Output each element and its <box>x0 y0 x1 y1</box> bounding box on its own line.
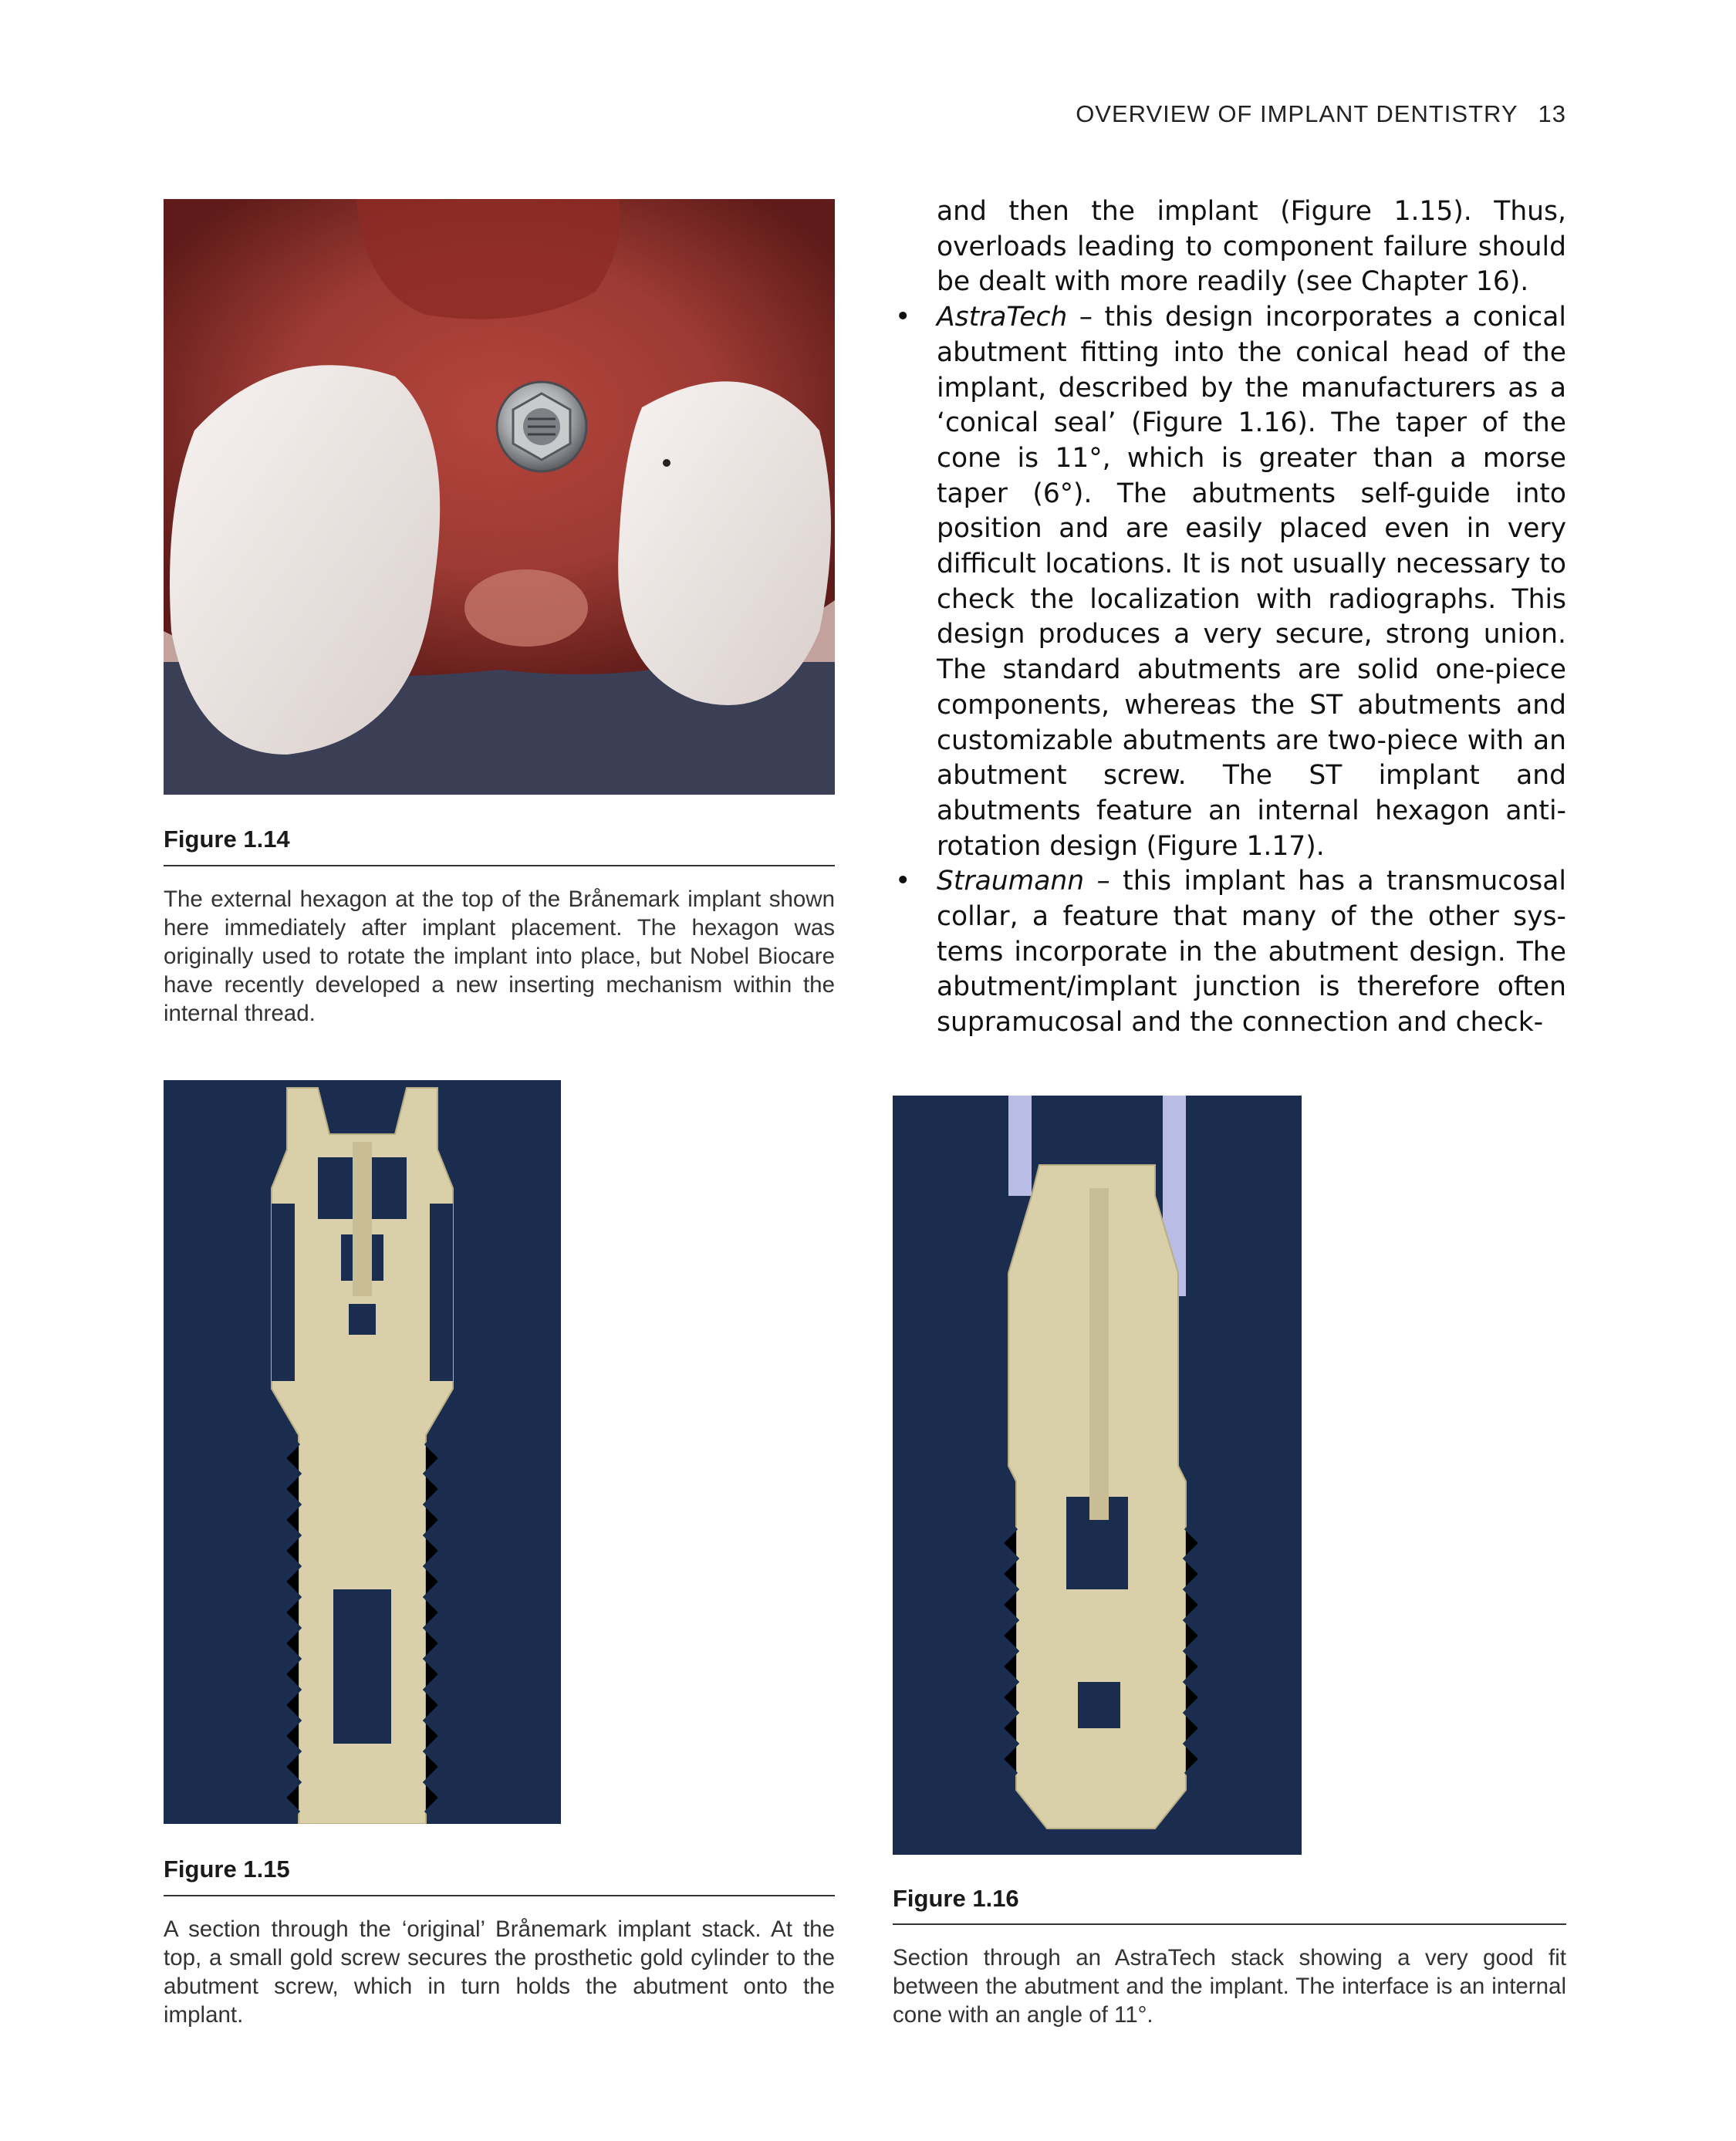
figure-1-15-caption: A section through the ‘original’ Brånemark implant stack. At the top, a small gold screw secures the prosthetic gold cylinder to the abutment screw, which in turn holds the abutment onto the implant. <box>164 1916 835 2028</box>
figure-1-14-label: Figure 1.14 <box>164 826 290 853</box>
list-item-straumann <box>895 864 1566 1041</box>
figure-1-15-image <box>164 1080 561 1824</box>
figure-1-14-caption: The external hexagon at the top of the Brånemark implant shown here immediately after implant placement. The hexagon was originally used to rotate the implant into place, but Nobel Biocare have recently developed a new inserting mechanism within the internal thread. <box>164 886 835 1026</box>
body-text <box>895 194 1566 1041</box>
implant-clinical-photo <box>164 199 835 795</box>
figure-1-14-photo <box>164 199 835 795</box>
list-item-astratech <box>895 300 1566 864</box>
term-astratech: AstraTech <box>937 302 1068 333</box>
body-paragraph: and then the implant (Figure 1.15). Thus, overloads leading to component failure should be dealt with more readily (see Chapter 16). <box>937 196 1566 298</box>
running-title: OVERVIEW OF IMPLANT DENTISTRY <box>1076 100 1518 127</box>
running-head <box>849 100 1566 128</box>
page-number: 13 <box>1538 100 1566 127</box>
figure-1-14-rule <box>164 865 835 866</box>
astratech-stack-section <box>893 1096 1302 1855</box>
system-list <box>895 300 1566 1041</box>
figure-1-15-label: Figure 1.15 <box>164 1856 290 1883</box>
straumann-text: – this implant has a transmucosal collar, a feature that many of the other sys-tems incorporate in the abutment design. The abutment/implant junction is therefore often supramucosal and the connection and check- <box>937 866 1566 1038</box>
figure-1-16-caption: Section through an AstraTech stack showing a very good fit between the abutment and the implant. The interface is an internal cone with an angle of 11°. <box>893 1945 1566 2028</box>
figure-1-16-rule <box>893 1923 1566 1925</box>
astratech-text: – this design incorporates a conical abutment fitting into the conical head of the implant, described by the manufacturers as a ‘conical seal’ (Figure 1.16). The taper of the cone is 11°, which is greater than a morse taper (6°). The abutments self-guide into position and are easily placed even in very difficult locations. It is not usually necessary to check the localization with radiographs. This design produces a very secure, strong union. The standard abutments are solid one-piece components, whereas the ST abutments and customizable abutments are two-piece with an abutment screw. The ST implant and abutments feature an internal hexagon anti-rotation design (Figure 1.17). <box>937 302 1566 862</box>
figure-1-16-label: Figure 1.16 <box>893 1885 1019 1912</box>
term-straumann: Straumann <box>937 866 1085 897</box>
figure-1-15-rule <box>164 1895 835 1896</box>
figure-1-16-image <box>893 1096 1302 1855</box>
branemark-stack-section <box>164 1080 561 1824</box>
